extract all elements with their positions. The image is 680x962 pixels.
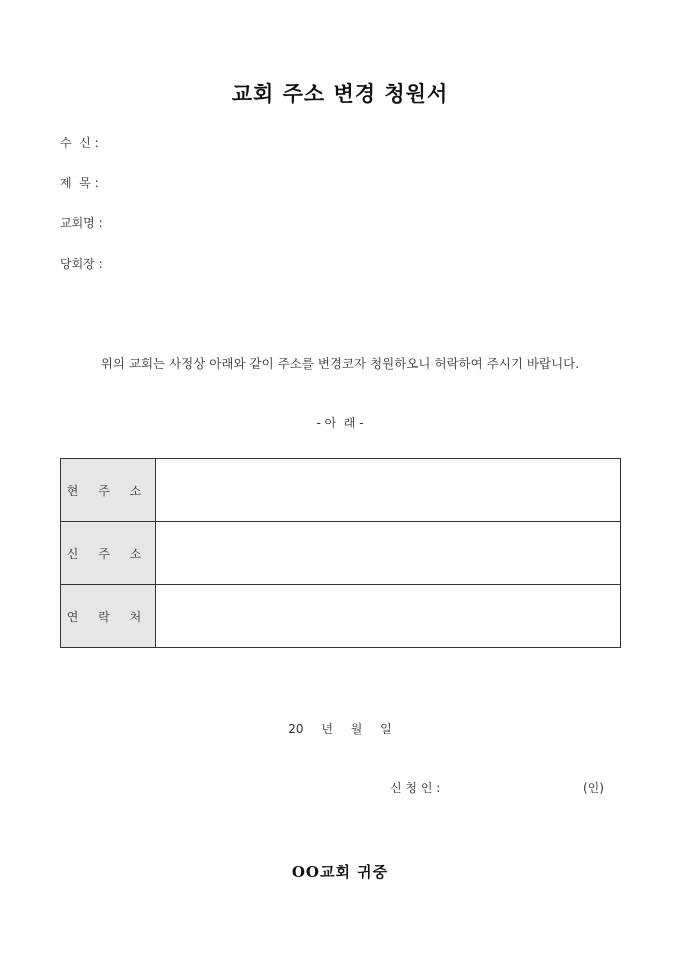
field-subject-label: 제 목 : (60, 176, 99, 190)
field-session-head-label: 당회장 : (60, 257, 103, 271)
field-subject (60, 174, 99, 191)
new-address-label: 신 주 소 (61, 522, 156, 585)
field-church-name (60, 214, 103, 231)
contact-label: 연 락 처 (61, 585, 156, 648)
contact-value[interactable] (156, 585, 621, 648)
below-heading: - 아 래 - (316, 416, 364, 430)
date-line: 20 년 월 일 (288, 722, 392, 736)
table-row (61, 459, 621, 522)
field-church-name-label: 교회명 : (60, 216, 103, 230)
field-session-head (60, 255, 103, 272)
table-row (61, 585, 621, 648)
current-address-label: 현 주 소 (61, 459, 156, 522)
current-address-value[interactable] (156, 459, 621, 522)
address-table (60, 458, 621, 648)
field-recipient-label: 수 신 : (60, 136, 99, 150)
document-title: 교회 주소 변경 청원서 (231, 81, 449, 106)
seal-label: (인) (583, 781, 604, 795)
applicant-label: 신 청 인 : (390, 781, 441, 795)
table-row (61, 522, 621, 585)
intro-text: 위의 교회는 사정상 아래와 같이 주소를 변경코자 청원하오니 허락하여 주시기 바랍니다. (100, 356, 580, 371)
new-address-value[interactable] (156, 522, 621, 585)
recipient-line: OO교회 귀중 (291, 863, 389, 881)
field-recipient (60, 134, 99, 151)
